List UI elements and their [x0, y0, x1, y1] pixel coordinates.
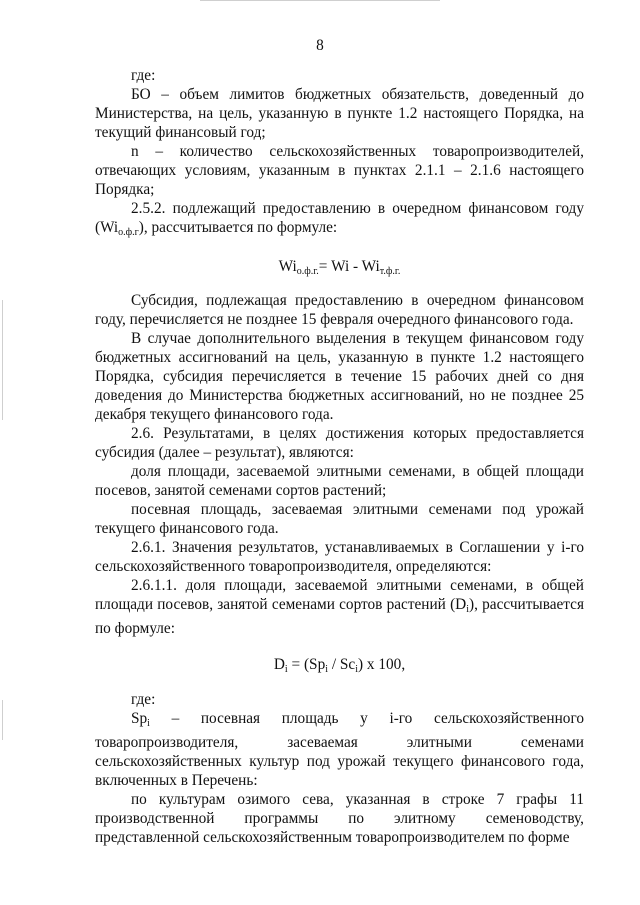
formula-di-sp-sub: i	[325, 664, 328, 675]
scan-edge-left-2	[2, 700, 3, 740]
paragraph-2-6-1: 2.6.1. Значения результатов, устанавливаемых в Соглашении у i-го сельскохозяйственного товаропроизводителя, определяются:	[95, 539, 584, 575]
paragraph-2-6-1-1	[95, 576, 584, 638]
paragraph-2-6: 2.6. Результатами, в целях достижения которых предоставляется субсидия (далее – результат), являются:	[95, 425, 584, 461]
paragraph-spi-lead: Sp	[131, 710, 148, 727]
paragraph-2-6-1-1-text-b: ), рассчитывается по формуле:	[95, 596, 585, 637]
paragraph-2-6-1-1-sub: i	[466, 604, 470, 615]
formula-wi-right-sub: т.ф.г.	[379, 266, 401, 277]
formula-di-eq: = (Sp	[287, 656, 326, 673]
formula-di	[95, 655, 584, 679]
paragraph-n: n – количество сельскохозяйственных товаропроизводителей, отвечающих условиям, указанным в пунктах 2.1.1 – 2.1.6 настоящего Порядка;	[95, 143, 584, 198]
paragraph-additional-allocation: В случае дополнительного выделения в текущем финансовом году бюджетных ассигнований на цель, указанную в пункте 1.2 настоящего Порядка, субсидия перечисляется в течение 15 рабочих дней со дня доведения до Министерства бюджетных ассигнований, но не позднее 25 декабря текущего финансового года.	[95, 330, 584, 423]
formula-wi-mid: = Wi - Wi	[318, 258, 380, 275]
page-number: 8	[316, 37, 324, 54]
paragraph-bo: БО – объем лимитов бюджетных обязательств, доведенный до Министерства, на цель, указанную в пункте 1.2 настоящего Порядка, на текущий финансовый год;	[95, 86, 584, 141]
formula-wi-left-sub: о.ф.г.	[296, 266, 319, 277]
paragraph-2-5-2-sub: о.ф.г	[118, 227, 139, 238]
paragraph-where: где:	[131, 67, 156, 84]
paragraph-spi-text: – посевная площадь у i-го сельскохозяйственного товаропроизводителя, засеваемая элитными семенами сельскохозяйственных культур под урожай текущего финансового года, включенных в Перечень:	[95, 710, 584, 789]
formula-di-tail: ) x 100,	[357, 656, 406, 673]
paragraph-spi-lead-sub: i	[147, 718, 150, 729]
paragraph-spi	[95, 709, 584, 790]
paragraph-area-elite: посевная площадь, засеваемая элитными семенами под урожай текущего финансового года.	[95, 501, 584, 537]
formula-di-slash: / Sc	[328, 656, 356, 673]
text-block-top	[95, 66, 584, 242]
paragraph-where-2: где:	[131, 691, 156, 708]
formula-di-d-sub: i	[284, 664, 288, 675]
formula-wi-left: Wi	[278, 258, 297, 275]
paragraph-share-elite: доля площади, засеваемой элитными семенами, в общей площади посевов, занятой семенами сортов растений;	[95, 463, 584, 499]
scan-edge-top	[200, 0, 440, 1]
paragraph-subsidy-next-year: Субсидия, подлежащая предоставлению в очередном финансовом году, перечисляется не позднее 15 февраля очередного финансового года.	[95, 292, 584, 328]
text-block-mid	[95, 291, 584, 638]
scan-edge-left	[2, 300, 3, 420]
formula-wi	[95, 257, 584, 281]
text-block-bottom	[95, 690, 584, 847]
formula-di-d: D	[273, 656, 285, 673]
paragraph-2-5-2-text-b: ), рассчитывается по формуле:	[138, 219, 338, 236]
paragraph-2-6-1-1-text-a: 2.6.1.1. доля площади, засеваемой элитными семенами, в общей площади посевов, занятой семенами сортов растений (D	[95, 577, 584, 613]
paragraph-2-5-2	[95, 199, 584, 242]
paragraph-2-5-2-text-a: 2.5.2. подлежащий предоставлению в очередном финансовом году (Wi	[95, 200, 584, 236]
formula-di-sc-sub: i	[355, 664, 358, 675]
paragraph-winter-crops: по культурам озимого сева, указанная в строке 7 графы 11 производственной программы по элитному семеноводству, представленной сельскохозяйственным товаропроизводителем по форме	[95, 791, 584, 846]
